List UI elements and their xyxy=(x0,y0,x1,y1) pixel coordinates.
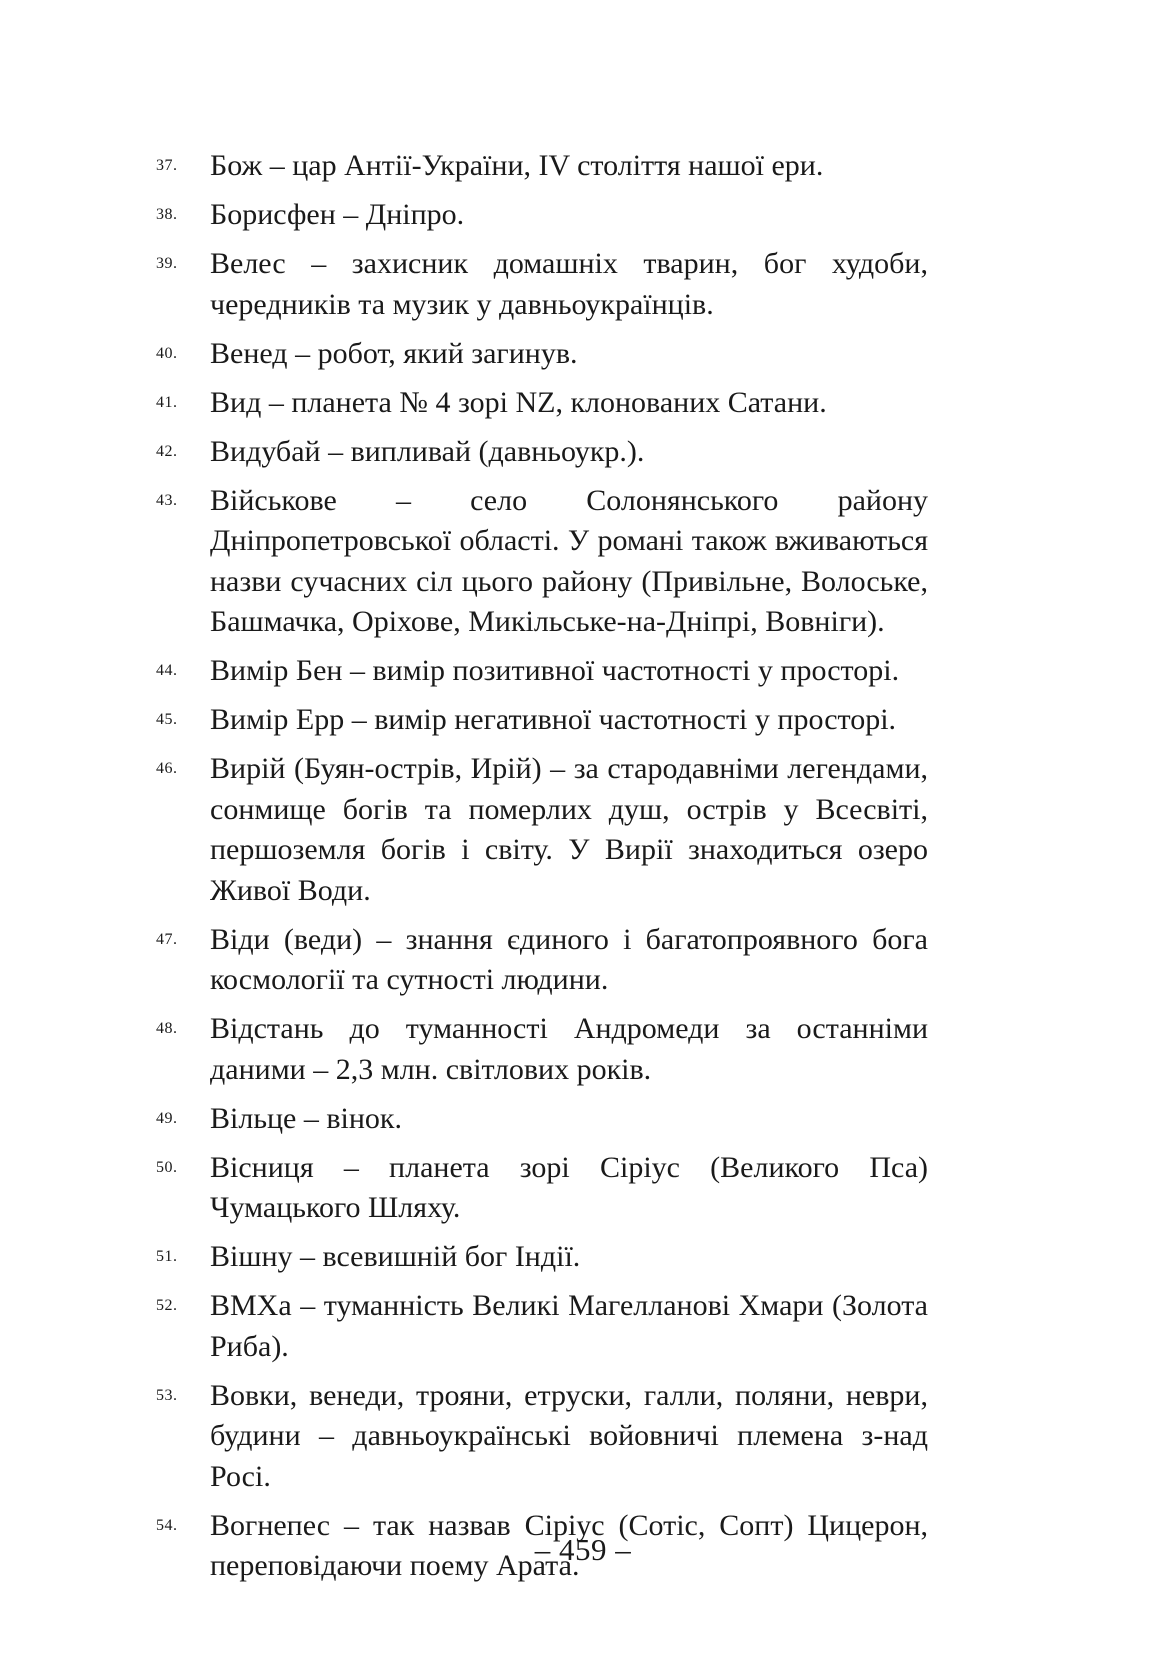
entry-text: Видубай – випливай (давньоукр.). xyxy=(210,434,645,468)
glossary-entry-46 xyxy=(156,749,928,911)
glossary-entry-49 xyxy=(156,1099,928,1140)
entry-text: Венед – робот, який загинув. xyxy=(210,336,578,370)
entry-number: 44. xyxy=(156,662,178,679)
glossary-entry-44 xyxy=(156,651,928,692)
entry-number: 49. xyxy=(156,1109,178,1127)
entry-text: ВМХа – туманність Великі Магелланові Хмари (Золота Риба). xyxy=(210,1289,928,1363)
entry-text: Вимір Бен – вимір позитивної частотності у просторі. xyxy=(210,654,900,687)
entry-number: 46. xyxy=(156,760,178,777)
entry-text: Військове – село Солонянського району Дніпропетровської області. У романі також вживаються назви сучасних сіл цього району (Привільне, Волоське, Башмачка, Оріхове, Микільське-на-Дніпрі, Вовніги). xyxy=(210,483,928,638)
entry-number: 54. xyxy=(156,1516,178,1534)
entry-number: 41. xyxy=(156,393,178,411)
entry-number: 37. xyxy=(156,157,178,174)
entry-text: Вішну – всевишній бог Індії. xyxy=(210,1240,581,1273)
entry-text: Бож – цар Антії-України, IV століття нашої ери. xyxy=(210,149,824,182)
entry-text: Вимір Ерр – вимір негативної частотності у просторі. xyxy=(210,703,897,736)
entry-number: 40. xyxy=(156,344,178,362)
glossary-entry-42 xyxy=(156,432,928,473)
glossary-list xyxy=(156,146,928,1595)
entry-number: 42. xyxy=(156,442,178,460)
entry-text: Відстань до туманності Андромеди за останніми даними – 2,3 млн. світлових років. xyxy=(210,1012,928,1086)
entry-number: 52. xyxy=(156,1297,178,1314)
entry-text: Вид – планета № 4 зорі NZ, клонованих Сатани. xyxy=(210,385,827,419)
entry-text: Вільце – вінок. xyxy=(210,1101,402,1135)
entry-text: Велес – захисник домашніх тварин, бог худоби, чередників та музик у давньоукраїнців. xyxy=(210,247,928,321)
glossary-entry-37 xyxy=(156,146,928,187)
entry-text: Вісниця – планета зорі Сіріус (Великого Пса) Чумацького Шляху. xyxy=(210,1150,928,1224)
entry-text: Вовки, венеди, трояни, етруски, галли, поляни, неври, будини – давньоукраїнські войовничі племена з-над Росі. xyxy=(210,1378,928,1493)
entry-number: 39. xyxy=(156,255,178,272)
glossary-entry-39 xyxy=(156,244,928,325)
glossary-entry-38 xyxy=(156,195,928,236)
glossary-entry-53 xyxy=(156,1376,928,1498)
glossary-entry-48 xyxy=(156,1009,928,1090)
entry-text: Вирій (Буян-острів, Ирій) – за стародавніми легендами, сонмище богів та померлих душ, острів у Всесвіті, першоземля богів і світу. У Вирії знаходиться озеро Живої Води. xyxy=(210,752,928,907)
glossary-entry-52 xyxy=(156,1286,928,1367)
glossary-entry-47 xyxy=(156,920,928,1001)
entry-number: 38. xyxy=(156,206,178,223)
entry-number: 47. xyxy=(156,930,178,948)
entry-number: 50. xyxy=(156,1158,178,1176)
entry-number: 48. xyxy=(156,1020,178,1037)
glossary-entry-43 xyxy=(156,481,928,643)
entry-text: Віди (веди) – знання єдиного і багатопроявного бога космології та сутності людини. xyxy=(210,922,928,996)
glossary-entry-50 xyxy=(156,1148,928,1229)
entry-text: Вогнепес – так назвав Сіріус (Сотіс, Сопт) Цицерон, переповідаючи поему Арата. xyxy=(210,1508,928,1582)
entry-number: 43. xyxy=(156,491,178,509)
entry-number: 53. xyxy=(156,1386,178,1404)
glossary-entry-51 xyxy=(156,1237,928,1278)
glossary-entry-40 xyxy=(156,334,928,375)
entry-number: 51. xyxy=(156,1248,178,1265)
page-number: – 459 – xyxy=(534,1532,632,1567)
glossary-entry-45 xyxy=(156,700,928,741)
glossary-entry-41 xyxy=(156,383,928,424)
entry-text: Борисфен – Дніпро. xyxy=(210,198,465,231)
entry-number: 45. xyxy=(156,711,178,728)
